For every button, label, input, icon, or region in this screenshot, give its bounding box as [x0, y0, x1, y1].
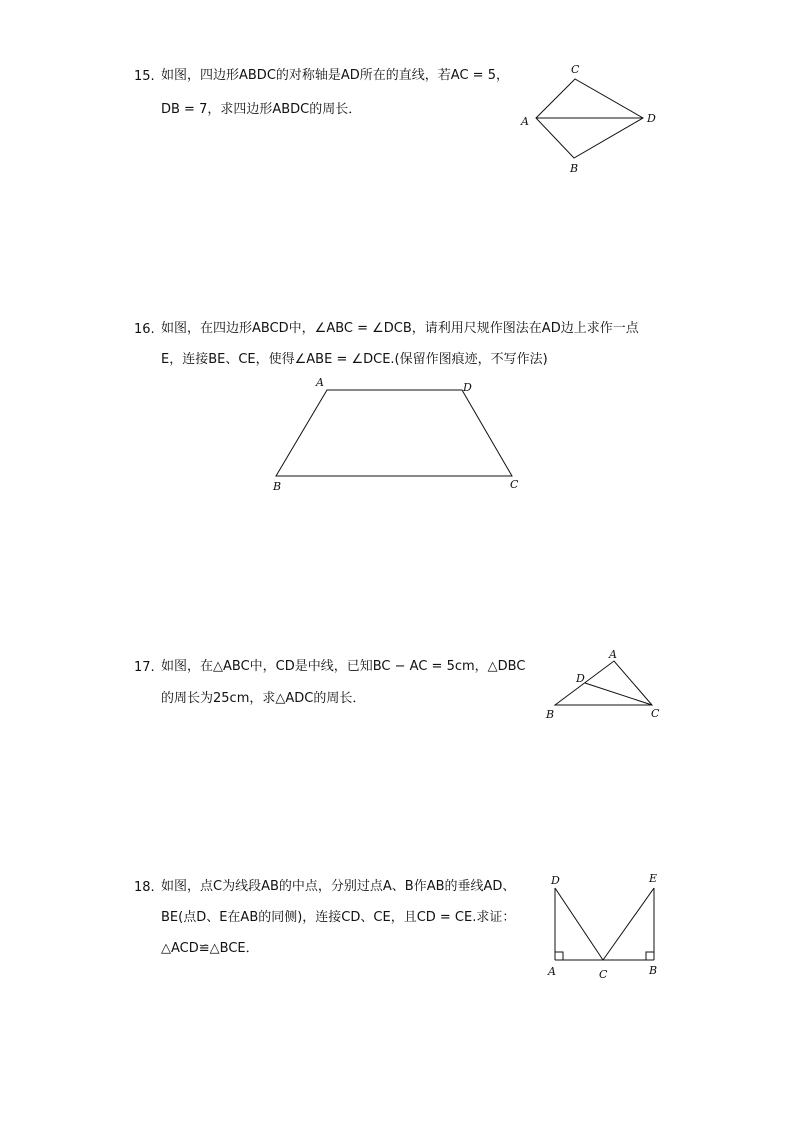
question-text-line-2: 的周长为25cm，求△ADC的周长．: [161, 691, 366, 706]
point-label-D: D: [576, 672, 585, 685]
point-label-C: C: [599, 968, 608, 981]
question-text-line-3: △ACD≌△BCE．: [161, 941, 259, 956]
trapezoid-outline: [276, 390, 512, 476]
figure-15-kite: [520, 63, 656, 175]
question-number: 15.: [134, 69, 155, 84]
point-label-A: A: [521, 115, 529, 128]
question-number: 17.: [134, 660, 155, 675]
point-label-B: B: [546, 708, 555, 721]
figure-16-trapezoid: [272, 376, 519, 493]
question-number: 18.: [134, 880, 155, 895]
question-text-line-1: 如图，点C为线段AB的中点，分别过点A、B作AB的垂线AD、: [161, 879, 516, 894]
figure-18-perpendiculars: [547, 872, 657, 981]
question-text-line-1: 如图，在四边形ABCD中，∠ABC = ∠DCB，请利用尺规作图法在AD边上求作一点: [161, 321, 639, 336]
point-label-A: A: [548, 965, 556, 978]
question-number: 16.: [134, 322, 155, 337]
question-text-line-1: 如图，四边形ABDC的对称轴是AD所在的直线，若AC = 5，: [161, 68, 509, 83]
point-label-B: B: [649, 964, 658, 977]
triangle-outline: [555, 661, 652, 705]
point-label-A: A: [609, 648, 617, 661]
point-label-D: D: [551, 874, 560, 887]
point-label-A: A: [316, 376, 324, 389]
point-label-E: E: [649, 872, 658, 885]
point-label-B: B: [273, 480, 282, 493]
question-text-line-2: BE(点D、E在AB的同侧)，连接CD、CE，且CD = CE.求证：: [161, 910, 516, 925]
point-label-C: C: [571, 63, 580, 76]
right-angle-mark-A: [555, 952, 563, 960]
point-label-D: D: [463, 381, 472, 394]
point-label-C: C: [510, 478, 519, 491]
figure-17-triangle: [545, 648, 660, 721]
segment-CD: [555, 888, 603, 960]
point-label-C: C: [651, 707, 660, 720]
question-text-line-2: E，连接BE、CE，使得∠ABE = ∠DCE.(保留作图痕迹，不写作法): [161, 352, 548, 367]
question-text-line-2: DB = 7，求四边形ABDC的周长．: [161, 102, 362, 117]
question-text-line-1: 如图，在△ABC中，CD是中线，已知BC − AC = 5cm，△DBC: [161, 659, 526, 674]
point-label-D: D: [647, 112, 656, 125]
segment-CE: [603, 888, 654, 960]
right-angle-mark-B: [646, 952, 654, 960]
point-label-B: B: [570, 162, 579, 175]
